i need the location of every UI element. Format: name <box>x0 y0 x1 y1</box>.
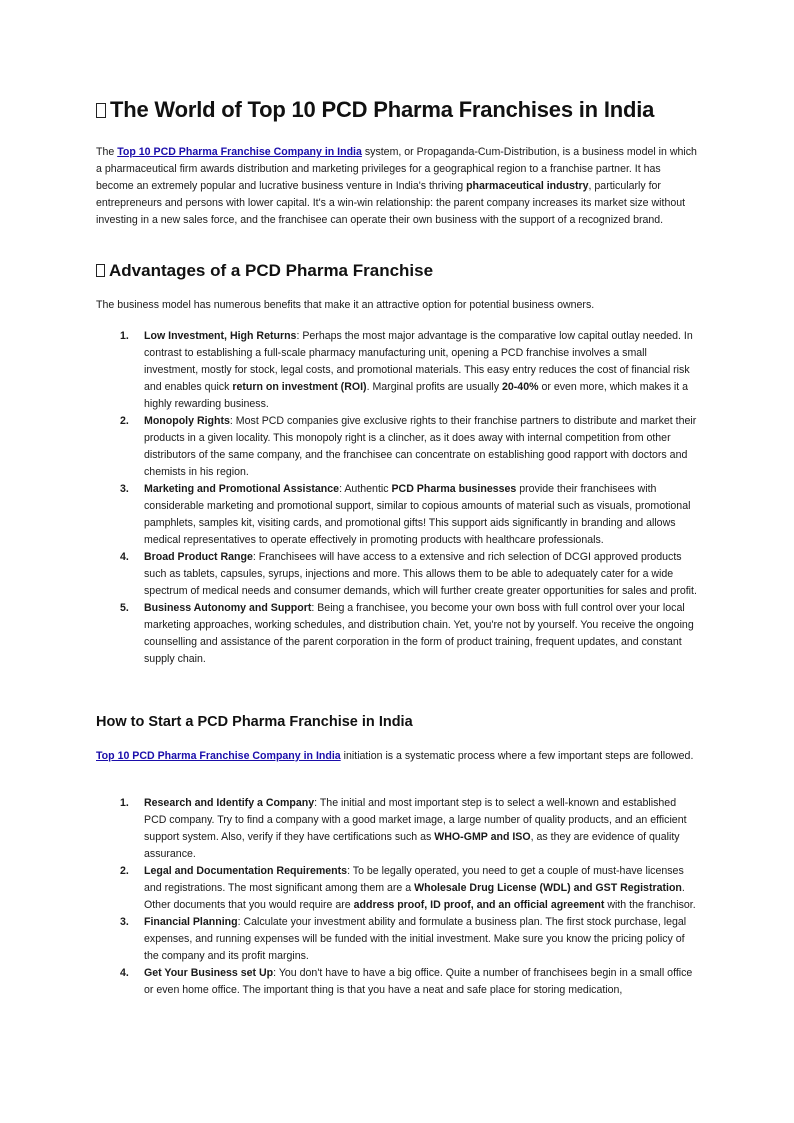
list-item: 3. Marketing and Promotional Assistance: Authentic PCD Pharma businesses provide their franchisees with considerable marketing and promotional support, similar to copious amounts of material such as visuals, promotional pamphlets, samples kit, visiting cards, and promotional gifts! This support aids significantly in branding and allows medical representatives to operate effectively in promoting products with healthcare professionals. <box>120 483 691 546</box>
missing-glyph-icon <box>96 103 106 118</box>
howto-list <box>96 795 698 999</box>
list-item: 3. Financial Planning: Calculate your investment ability and formulate a business plan. The first stock purchase, legal expenses, and running expenses will be funded with the initial investment. Make sure you know the pricing policy of the company and its profit margins. <box>120 916 687 962</box>
pcd-franchise-link[interactable]: Top 10 PCD Pharma Franchise Company in India <box>96 750 341 762</box>
list-item: 2. Legal and Documentation Requirements: To be legally operated, you need to get a couple of must-have licenses and registrations. The most significant among them are a Wholesale Drug License (WDL) and GST Registration. Other documents that you would require are address proof, ID proof, and an official agreement with the franchisor. <box>120 865 696 911</box>
list-item: 2. Monopoly Rights: Most PCD companies give exclusive rights to their franchise partners to distribute and market their products in a given locality. This monopoly right is a clincher, as it does away with internal competition from other distributors of the same company, and the franchisee can concentrate on establishing good rapport with doctors and chemists in his region. <box>120 415 697 478</box>
advantages-heading: Advantages of a PCD Pharma Franchise <box>96 261 433 281</box>
howto-lead: Top 10 PCD Pharma Franchise Company in India initiation is a systematic process where a few important steps are followed. <box>96 750 694 762</box>
page-title: The World of Top 10 PCD Pharma Franchises in India <box>96 97 654 123</box>
list-item: 1. Research and Identify a Company: The initial and most important step is to select a well-known and established PCD company. Try to find a company with a good market image, a large number of quality products, and an efficient support system. Also, verify if they have certifications such as WHO-GMP and ISO, as they are evidence of quality assurance. <box>120 797 687 860</box>
advantages-lead: The business model has numerous benefits that make it an attractive option for potential business owners. <box>96 299 595 311</box>
howto-heading: How to Start a PCD Pharma Franchise in India <box>96 714 413 730</box>
intro-paragraph: The Top 10 PCD Pharma Franchise Company in India system, or Propaganda-Cum-Distribution, is a business model in which a pharmaceutical firm awards distribution and marketing privileges for a geographical region to a franchise partner. It has become an extremely popular and lucrative business venture in India's thriving pharmaceutical industry, particularly for entrepreneurs and persons with lower capital. It's a win-win relationship: the parent company increases its market size without investing in a new sales force, and the franchisee can operate their own business with the support of a recognized brand. <box>96 146 697 226</box>
pcd-franchise-link[interactable]: Top 10 PCD Pharma Franchise Company in India <box>117 146 362 158</box>
list-item: 4. Broad Product Range: Franchisees will have access to a extensive and rich selection of DCGI approved products such as tablets, capsules, syrups, injections and more. This allows them to be able to adequately cater for a wide spectrum of medical needs and consumer demands, which will further create greater opportunities for sales and profit. <box>120 551 697 597</box>
list-item: 5. Business Autonomy and Support: Being a franchisee, you become your own boss with full control over your local marketing approaches, working schedules, and distribution chain. Yet, you're not by yourself. You receive the ongoing counselling and assistance of the parent corporation in the form of product training, frequent updates, and constant supply chain. <box>120 602 694 665</box>
list-item: 4. Get Your Business set Up: You don't have to have a big office. Quite a number of franchisees begin in a small office or even home office. The important thing is that you have a neat and safe place for storing medication, <box>120 967 693 996</box>
missing-glyph-icon <box>96 264 105 277</box>
advantages-list <box>96 328 698 668</box>
list-item: 1. Low Investment, High Returns: Perhaps the most major advantage is the comparative low capital outlay needed. In contrast to establishing a full-scale pharmacy manufacturing unit, opening a PCD franchise involves a small investment, mostly for stock, legal costs, and promotional materials. This easy entry reduces the cost of financial risk and enables quick return on investment (ROI). Marginal profits are usually 20-40% or even more, which makes it a highly rewarding business. <box>120 330 693 410</box>
